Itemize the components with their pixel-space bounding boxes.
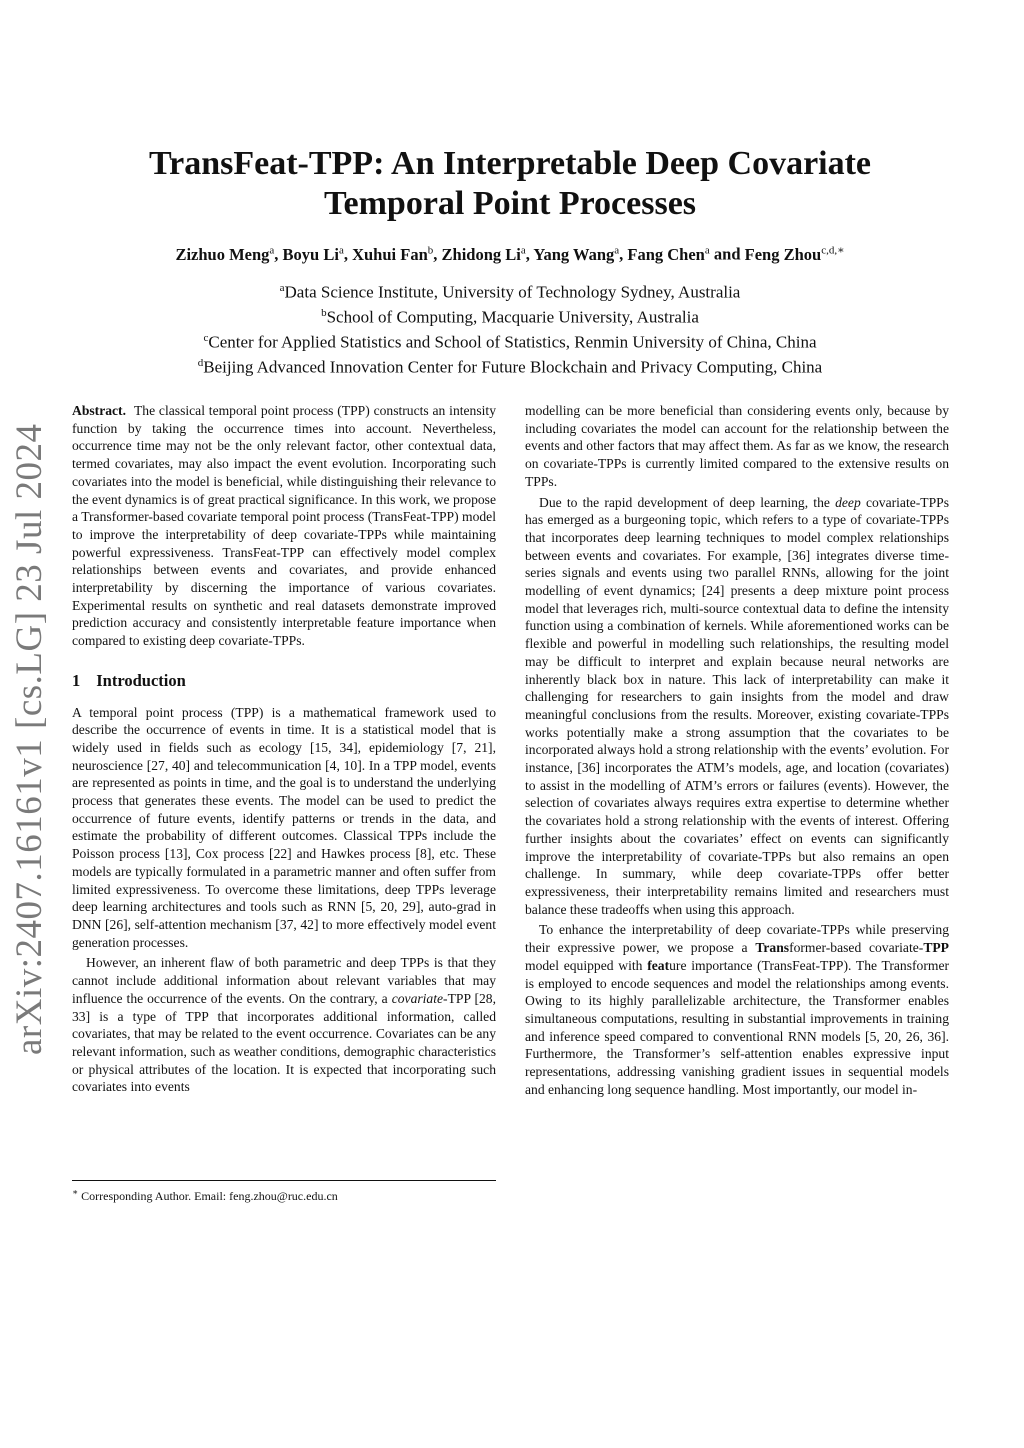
affiliation: $^a$Data Science Institute, University of Technology Sydney, Australia bbox=[279, 282, 741, 302]
abstract bbox=[72, 402, 496, 650]
author: Zhidong Li$^a$ bbox=[441, 244, 526, 264]
paper-title bbox=[100, 144, 920, 224]
body-paragraph-3: To enhance the interpretability of deep covariate-TPPs while preserving their expressive power, we propose a Transformer-based covariate-TPP model equipped with feature importance (TransFeat-TPP). The Transformer is employed to encode sequences and model the relationships among events. Owing to its highly parallelizable architecture, the Transformer enables simultaneous computations, resulting in substantial improvements in training and inference speed compared to conventional RNN models [5, 20, 26, 36]. Furthermore, the Transformer’s self-attention enables expressive input representations, addressing vanishing gradient issues in sequential models and enhancing long sequence handling. Most importantly, our model in- bbox=[525, 922, 950, 1097]
author: Feng Zhou$^{c,d,∗}$ bbox=[744, 244, 845, 264]
arxiv-identifier-stamp: arXiv:2407.16161v1 [cs.LG] 23 Jul 2024 bbox=[9, 423, 50, 1055]
affiliation-list bbox=[80, 278, 940, 379]
abstract-label: Abstract. bbox=[72, 403, 126, 418]
affiliation: $^c$Center for Applied Statistics and School of Statistics, Renmin University of China, China bbox=[203, 332, 817, 352]
author: Yang Wang$^a$ bbox=[533, 244, 620, 264]
footnote-text: Corresponding Author. Email: feng.zhou@ruc.edu.cn bbox=[81, 1189, 338, 1203]
body-paragraph-1: modelling can be more beneficial than considering events only, because by including covariates the model can account for the relationship between the events and other factors that may affect them. As far as we know, the research on covariate-TPPs is currently limited compared to the extensive results on TPPs. bbox=[525, 403, 949, 489]
affiliation: $^b$School of Computing, Macquarie University, Australia bbox=[321, 307, 699, 327]
affiliation: $^d$Beijing Advanced Innovation Center for Future Blockchain and Privacy Computing, China bbox=[197, 357, 823, 378]
section-heading-introduction bbox=[72, 672, 496, 690]
section-number: 1 bbox=[72, 670, 81, 690]
intro-paragraph-1: A temporal point process (TPP) is a mathematical framework used to describe the occurrence of events in time. It is a statistical model that is widely used in fields such as ecology [15, 34], epidemiology [7, 21], neuroscience [27, 40] and telecommunication [4, 10]. In a TPP model, events are represented as points in time, and the goal is to understand the underlying process that generates these events. The model can be used to predict the occurrence of future events, identify patterns or trends in the data, and estimate the probability of different outcomes. Classical TPPs include the Poisson process [13], Cox process [22] and Hawkes process [8], etc. These models are typically formulated in a parametric manner and often suffer from limited expressiveness. To overcome these limitations, deep TPPs leverage deep learning architectures and tools such as RNN [5, 20, 29], auto-grad in DNN [26], self-attention mechanism [37, 42] to more effectively model event generation processes. bbox=[72, 704, 496, 950]
left-column bbox=[72, 402, 496, 1096]
footnote-divider bbox=[72, 1180, 496, 1181]
footnote: ∗ Corresponding Author. Email: feng.zhou@ruc.edu.cn bbox=[72, 1187, 338, 1203]
intro-paragraph-2: However, an inherent flaw of both parametric and deep TPPs is that they cannot include additional information about relevant variables that may influence the occurrence of the events. On the contrary, a covariate-TPP [28, 33] is a type of TPP that incorporates additional information, called covariates, that may be related to the event occurrence. Covariates can be any relevant information, such as weather conditions, demographic characteristics or physical attributes of the location. It is expected that incorporating such covariates into events bbox=[72, 955, 496, 1095]
author: Fang Chen$^a$ bbox=[627, 244, 710, 264]
body-paragraph-2: Due to the rapid development of deep learning, the deep covariate-TPPs has emerged as a burgeoning topic, which refers to a type of covariate-TPPs that incorporates deep learning techniques to model complex relationships between events and covariates. For example, [36] integrates diverse time-series signals and events using two parallel RNNs, allowing for the joint modelling of event dynamics; [24] presents a deep mixture point process model that leverages rich, multi-source contextual data to define the intensity function using a combination of kernels. While aforementioned works can be flexible and powerful in modelling such relationships, the resulting model may be difficult to interpret and explain because neural networks are inherently black box in nature. This lack of interpretability can make it challenging for researchers to gain insights from the model and draw meaningful conclusions from the results. Moreover, existing covariate-TPPs works potentially make a strong assumption that the covariates to be incorporated always hold a strong relationship with the events’ evolution. For instance, [36] incorporates the ATM’s models, age, and location (covariates) to assist in the modelling of ATM’s errors or failures (events). However, the selection of covariates always requires extra expertise to determine whether the covariates hold a strong relationship with the events of interest. Offering further insights about the covariates’ effect on events can significantly improve the interpretability of covariate-TPPs but also remains an open challenge. In summary, while deep covariate-TPPs offer better expressiveness, their interpretability remains limited and researchers must balance these tradeoffs when using this approach. bbox=[525, 494, 949, 917]
author-list: Zizhuo Meng$^a$, Boyu Li$^a$, Xuhui Fan$^b$, Zhidong Li$^a$, Yang Wang$^a$, Fang Chen$^a$ and Feng Zhou$^{c,d,∗}$ bbox=[175, 244, 845, 264]
section-title: Introduction bbox=[96, 670, 186, 690]
author: Zizhuo Meng$^a$ bbox=[175, 244, 275, 264]
title-line-2: Temporal Point Processes bbox=[323, 185, 697, 222]
title-line-1: TransFeat-TPP: An Interpretable Deep Covariate bbox=[148, 145, 872, 182]
author: Boyu Li$^a$ bbox=[282, 244, 344, 264]
abstract-text: The classical temporal point process (TPP) constructs an intensity function by taking the occurrence times into account. Nevertheless, occurrence time may not be the only relevant factor, other contextual data, termed covariates, may also impact the event evolution. Incorporating such covariates into the model is beneficial, while distinguishing their relevance to the event dynamics is of great practical significance. In this work, we propose a Transformer-based covariate temporal point process (TransFeat-TPP) model to improve the interpretability of deep covariate-TPPs while maintaining powerful expressiveness. TransFeat-TPP can effectively model complex relationships between events and covariates, and provide enhanced interpretability by discerning the importance of various covariates. Experimental results on synthetic and real datasets demonstrate improved prediction accuracy and consistently interpretable feature importance when compared to existing deep covariate-TPPs. bbox=[72, 403, 496, 649]
author: Xuhui Fan$^b$ bbox=[352, 244, 434, 264]
right-column bbox=[525, 402, 949, 1098]
